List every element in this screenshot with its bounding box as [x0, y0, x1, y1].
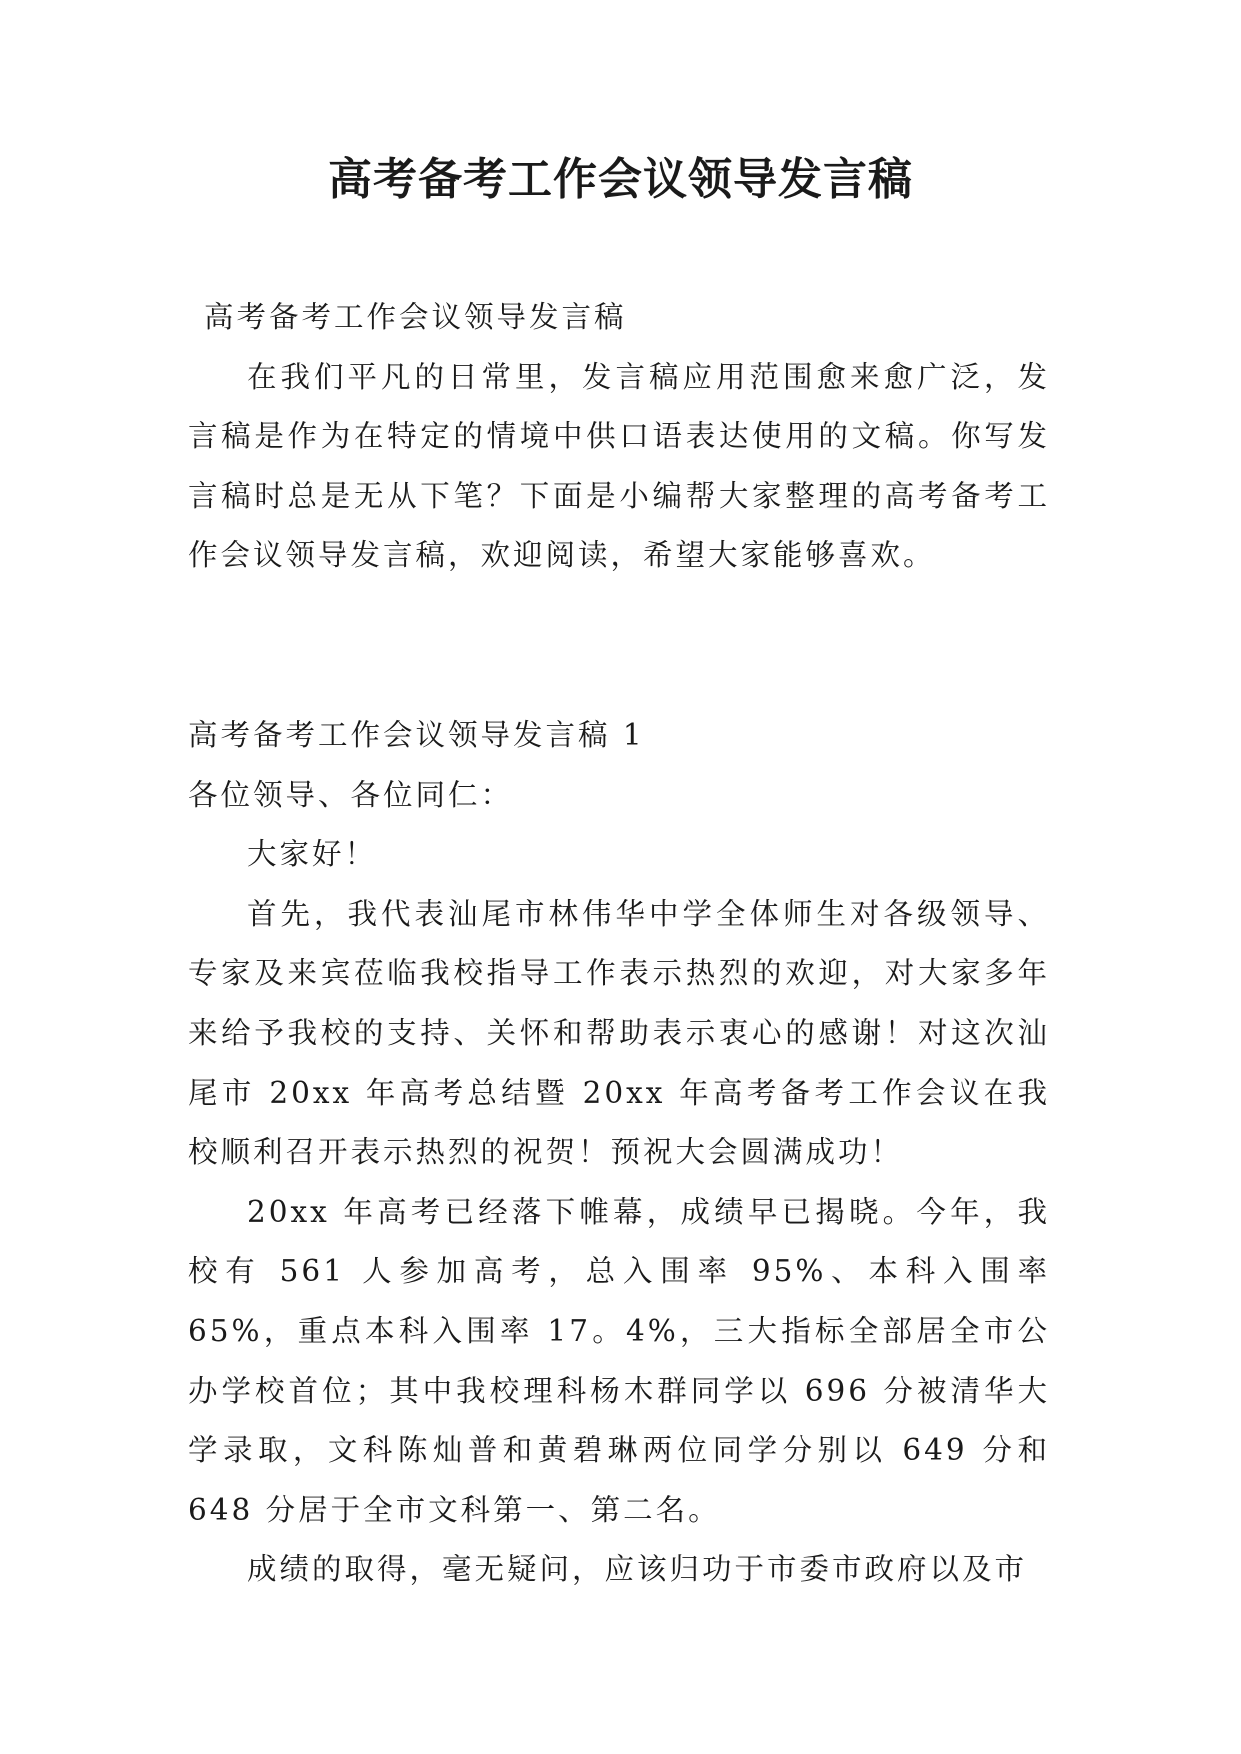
body-paragraph: 首先，我代表汕尾市林伟华中学全体师生对各级领导、专家及来宾莅临我校指导工作表示热烈的欢迎，对大家多年来给予我校的支持、关怀和帮助表示衷心的感谢！对这次汕尾市 20xx 年高考总结暨 20xx 年高考备考工作会议在我校顺利召开表示热烈的祝贺！预祝大会圆满成功！ [188, 896, 1050, 1170]
document-title: 高考备考工作会议领导发言稿 [328, 154, 913, 205]
body-paragraph: 成绩的取得，毫无疑问，应该归功于市委市政府以及市 [247, 1552, 1028, 1587]
document-body [188, 288, 1050, 1600]
section-spacer [188, 586, 1050, 706]
body-paragraph: 20xx 年高考已经落下帷幕，成绩早已揭晓。今年，我校有 561 人参加高考，总入围率 95%、本科入围率 65%，重点本科入围率 17。4%，三大指标全部居全市公办学校首位；其中我校理科杨木群同学以 696 分被清华大学录取，文科陈灿普和黄碧琳两位同学分别以 649 分和 648 分居于全市文科第一、第二名。 [188, 1194, 1050, 1527]
section-heading: 高考备考工作会议领导发言稿 1 [188, 717, 645, 752]
document-subtitle: 高考备考工作会议领导发言稿 [204, 300, 627, 334]
intro-paragraph: 在我们平凡的日常里，发言稿应用范围愈来愈广泛，发言稿是作为在特定的情境中供口语表达使用的文稿。你写发言稿时总是无从下笔？下面是小编帮大家整理的高考备考工作会议领导发言稿，欢迎阅读，希望大家能够喜欢。 [188, 359, 1050, 573]
salutation: 各位领导、各位同仁： [188, 777, 514, 812]
greeting: 大家好！ [247, 837, 378, 872]
